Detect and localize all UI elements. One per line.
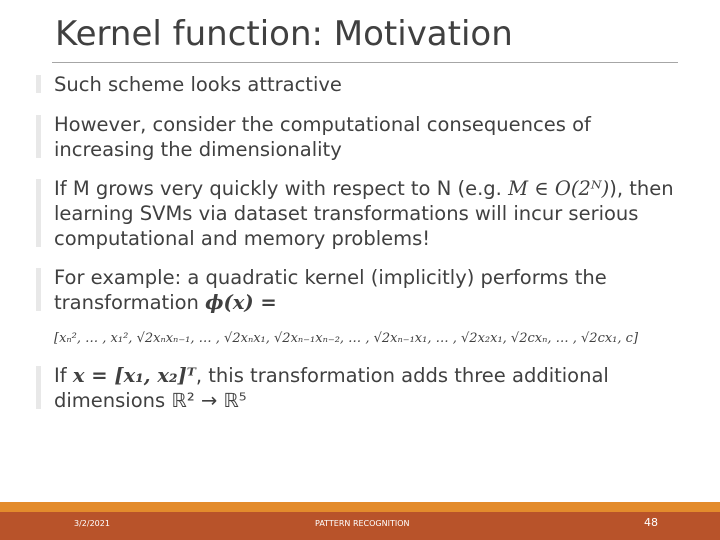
bullet-text bbox=[54, 265, 676, 315]
bullet-text-part: ), then learning SVMs via dataset transformations will incur serious computational and memory problems! bbox=[54, 177, 674, 250]
math-expression: x = [x₁, x₂]ᵀ bbox=[72, 364, 196, 387]
bullet-marker bbox=[36, 366, 41, 409]
footer-accent-strip bbox=[0, 502, 720, 512]
bullet-item bbox=[36, 265, 676, 315]
bullet-text-part: For example: a quadratic kernel (implicitly) performs the transformation bbox=[54, 266, 607, 314]
bullet-item bbox=[36, 112, 676, 162]
math-expression: M ∈ O(2ᴺ) bbox=[508, 177, 610, 200]
bullet-marker bbox=[36, 115, 41, 158]
bullet-marker bbox=[36, 75, 41, 93]
footer-date: 3/2/2021 bbox=[74, 519, 110, 528]
bullet-item bbox=[36, 176, 676, 251]
bullet-text bbox=[54, 363, 676, 413]
bullet-text: However, consider the computational consequences of increasing the dimensionality bbox=[54, 113, 591, 161]
bullet-item bbox=[36, 72, 676, 97]
quadratic-transformation-formula: [xₙ², … , x₁², √2xₙxₙ₋₁, … , √2xₙx₁, √2xₙ₋₁xₙ₋₂, … , √2xₙ₋₁x₁, … , √2x₂x₁, √2cxₙ, … , √2cx₁, c] bbox=[54, 331, 639, 346]
bullet-text bbox=[54, 176, 676, 251]
bullet-list bbox=[36, 70, 676, 413]
title-divider bbox=[52, 62, 678, 63]
bullet-text: Such scheme looks attractive bbox=[54, 73, 342, 96]
bullet-text-part: If M grows very quickly with respect to N (e.g. bbox=[54, 177, 509, 200]
bullet-marker bbox=[36, 268, 41, 311]
bullet-item bbox=[36, 363, 676, 413]
slide-title: Kernel function: Motivation bbox=[55, 14, 513, 54]
math-expression: ϕ(x) = bbox=[205, 291, 277, 314]
footer-course: PATTERN RECOGNITION bbox=[315, 519, 410, 528]
bullet-text-part: , this transformation adds three additional dimensions ℝ² → ℝ⁵ bbox=[54, 364, 609, 412]
bullet-text-part: If bbox=[54, 364, 73, 387]
bullet-marker bbox=[36, 179, 41, 247]
page-number: 48 bbox=[644, 516, 658, 529]
